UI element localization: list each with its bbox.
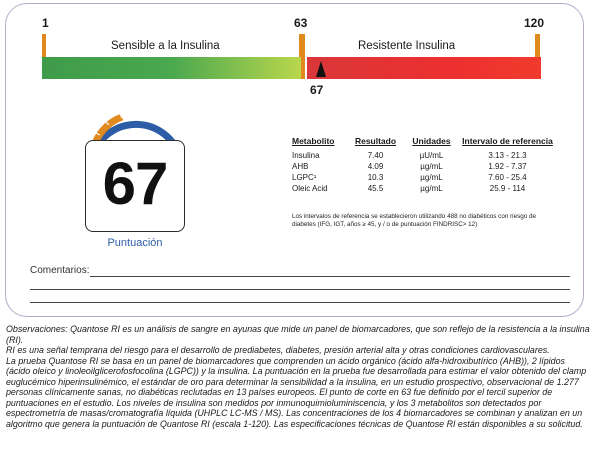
score-value: 67 <box>102 150 168 217</box>
header-resultado: Resultado <box>354 136 397 146</box>
table-header-row <box>292 136 558 150</box>
header-intervalo: Intervalo de referencia <box>462 136 553 146</box>
scale-min-tick <box>42 34 46 57</box>
cell-metabolite: Oleic Acid <box>292 184 328 193</box>
comment-line[interactable] <box>30 289 570 290</box>
observations-paragraph: Observaciones: Quantose RI es un análisis de sangre en ayunas que mide un panel de biomarcadores, que son reflejo de la resistencia a la insulina (RI). <box>6 324 590 345</box>
resistant-segment <box>307 57 541 79</box>
observations-text <box>6 324 590 429</box>
reference-footnote: Los intervalos de referencia se establecieron utilizando 488 no diabéticos con riesgo de diabetes (IFG, IGT, años ≥ 45, y / o de puntuación FINDRISC> 12) <box>292 213 536 228</box>
cell-metabolite: Insulina <box>292 151 320 160</box>
cell-reference: 7.60 - 25.4 <box>488 173 527 182</box>
cell-result: 4.09 <box>367 162 384 171</box>
results-table <box>292 136 558 194</box>
observations-paragraph: La prueba Quantose RI se basa en un panel de biomarcadores que comprenden un ácido orgánico (ácido alfa-hidroxibutírico (AHB)), 2 lípidos (ácido oleico y linoleoilglicerofosfocolina (LGPC)) y la insulina. La puntuación en la prueba fue desarrollada para estimar el valor obtenido del clamp euglucémico hiperinsulinémico, el estándar de oro para determinar la sensibilidad a la insulina, en un estudio prospectivo, observacional de 1.277 personas clínicamente sanas, no diabéticas reclutadas en 13 países europeos. El punto de corte en 63 fue definido por el tercil superior de puntuaciones en el estudio. Los niveles de insulina son medidos por inmunoquimioluminiscencia, y los 3 metabolitos son detectados por espectrometría de masas/cromatografía líquida (UHPLC LC-MS / MS). Las concentraciones de los 4 biomarcadores se combinan y analizan en un algoritmo que genera la puntuación de Quantose RI (escala 1-120). Las especificaciones técnicas de Quantose RI están disponibles a su solicitud. <box>6 355 587 429</box>
comments-label: Comentarios: <box>30 265 90 276</box>
cell-reference: 1.92 - 7.37 <box>488 162 527 171</box>
cell-units: µU/mL <box>419 151 444 160</box>
cell-result: 45.5 <box>367 184 384 193</box>
score-box <box>85 140 185 232</box>
sensitive-segment <box>42 57 301 79</box>
header-unidades: Unidades <box>412 136 451 146</box>
cell-metabolite: AHB <box>292 162 309 171</box>
table-row <box>292 172 558 183</box>
cell-units: µg/mL <box>420 184 443 193</box>
scale-max-tick <box>535 34 540 57</box>
cell-units: µg/mL <box>420 173 443 182</box>
score-marker-icon <box>316 61 326 77</box>
observations-paragraph: RI es una señal temprana del riesgo para el desarrollo de prediabetes, diabetes, presión arterial alta y otras condiciones cardiovasculares. <box>6 345 550 356</box>
risk-scale-bar <box>42 57 541 79</box>
scale-cutoff-label: 63 <box>294 16 308 30</box>
table-row <box>292 150 558 161</box>
cell-units: µg/mL <box>420 162 443 171</box>
cell-metabolite: LGPC¹ <box>292 173 317 182</box>
table-row <box>292 183 558 194</box>
header-metabolito: Metabolito <box>292 136 335 146</box>
cell-reference: 25.9 - 114 <box>489 184 526 193</box>
sensitive-label: Sensible a la Insulina <box>111 40 220 52</box>
resistant-label: Resistente Insulina <box>358 40 456 52</box>
scale-max-label: 120 <box>524 16 545 30</box>
table-row <box>292 161 558 172</box>
comment-line[interactable] <box>90 276 570 277</box>
comment-line[interactable] <box>30 302 570 303</box>
score-label: Puntuación <box>107 237 163 249</box>
marker-value: 67 <box>310 83 324 97</box>
cell-reference: 3.13 - 21.3 <box>488 151 527 160</box>
cell-result: 7.40 <box>367 151 384 160</box>
cell-result: 10.3 <box>367 173 384 182</box>
scale-min-label: 1 <box>42 16 49 30</box>
